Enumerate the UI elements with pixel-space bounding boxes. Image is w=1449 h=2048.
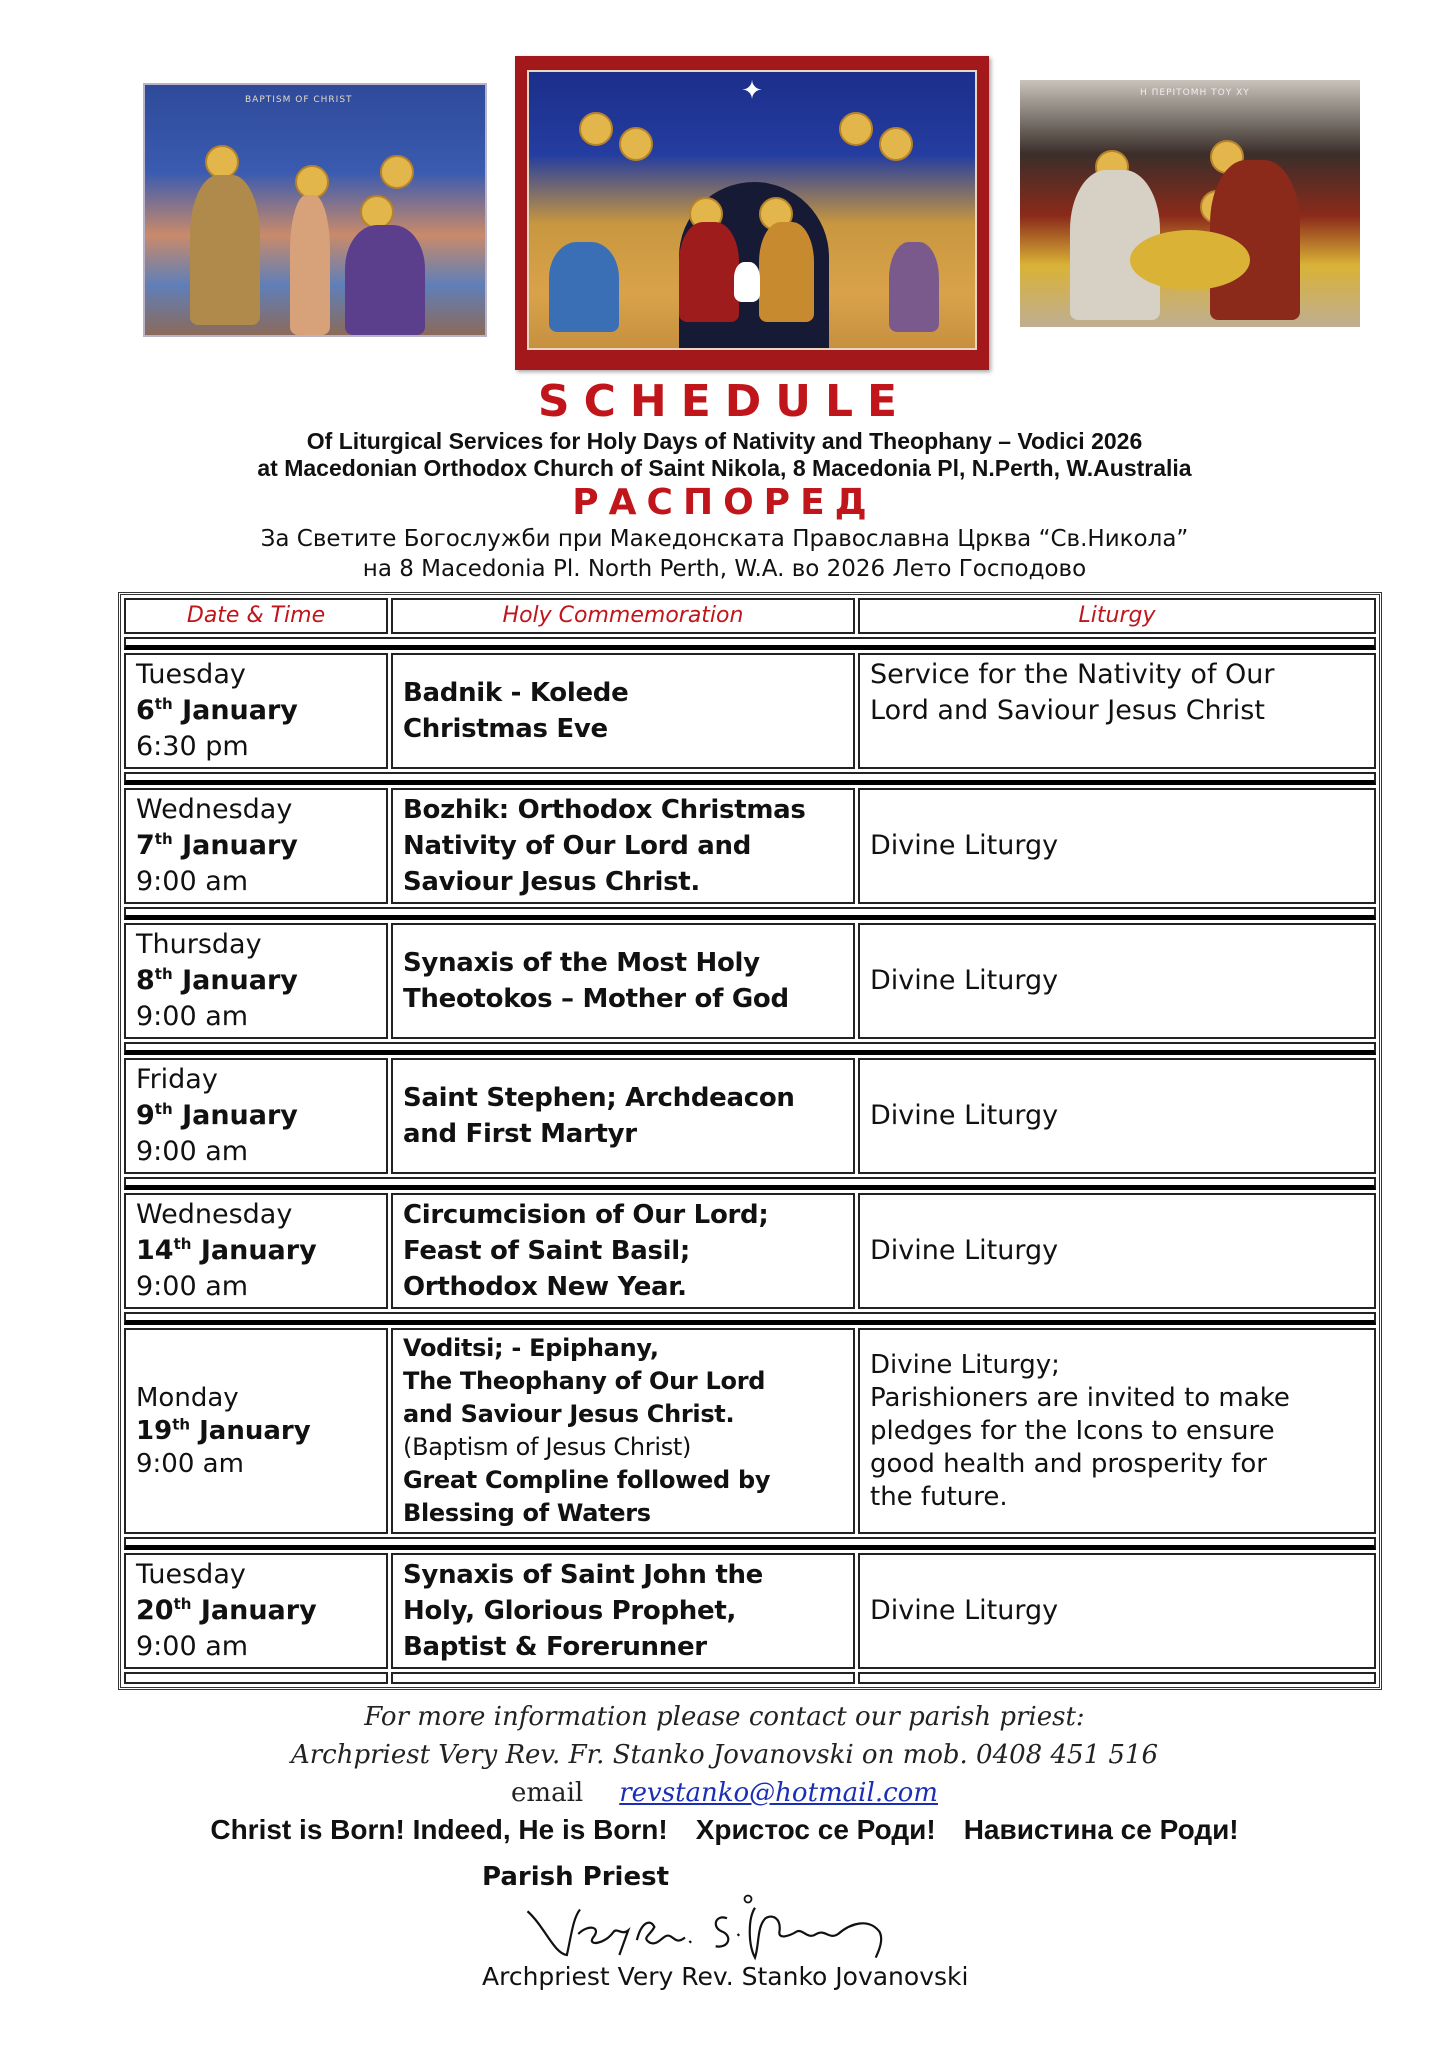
commemoration-line: Circumcision of Our Lord; bbox=[403, 1200, 769, 1230]
day-number: 19 bbox=[136, 1415, 173, 1446]
liturgy-line: the future. bbox=[870, 1481, 1008, 1512]
commemoration-cell bbox=[391, 1553, 855, 1669]
commemoration-extra-line: Great Compline followed by bbox=[403, 1466, 771, 1494]
schedule-title: SCHEDULE bbox=[537, 376, 912, 427]
commemoration-line: Christmas Eve bbox=[403, 714, 608, 744]
commemoration-cell bbox=[391, 788, 855, 904]
macedonian-subtitle-line-2: на 8 Macedonia Pl. North Perth, W.A. во 2026 Лето Господово bbox=[362, 556, 1087, 582]
liturgy-line: good health and prosperity for bbox=[870, 1448, 1267, 1479]
liturgy-line: Divine Liturgy bbox=[870, 830, 1059, 861]
month: January bbox=[200, 1595, 317, 1626]
signature-title: Parish Priest bbox=[482, 1862, 670, 1892]
commemoration-line: Bozhik: Orthodox Christmas bbox=[403, 795, 806, 825]
baptism-icon-caption: BAPTISM OF CHRIST bbox=[245, 95, 353, 105]
schedule-table bbox=[118, 592, 1382, 1690]
table-row bbox=[124, 1058, 1376, 1174]
commemoration-cell bbox=[391, 1328, 855, 1534]
end-cell bbox=[124, 1672, 388, 1684]
commemoration-line: Saviour Jesus Christ. bbox=[403, 867, 701, 897]
time: 9:00 am bbox=[136, 1136, 249, 1167]
weekday: Wednesday bbox=[136, 794, 293, 825]
commemoration-line: The Theophany of Our Lord bbox=[403, 1367, 766, 1395]
date-time-cell bbox=[124, 1058, 388, 1174]
commemoration-line: Theotokos – Mother of God bbox=[403, 984, 789, 1014]
end-cell bbox=[858, 1672, 1376, 1684]
date bbox=[136, 963, 376, 999]
email-line bbox=[0, 1774, 1449, 1812]
table-row bbox=[124, 1553, 1376, 1669]
table-row bbox=[124, 1328, 1376, 1534]
liturgy-cell bbox=[858, 1553, 1376, 1669]
row-separator bbox=[124, 1312, 1376, 1325]
liturgy-line: Divine Liturgy bbox=[870, 1235, 1059, 1266]
commemoration-line: Orthodox New Year. bbox=[403, 1272, 687, 1302]
greeting-macedonian-1: Христос се Роди! bbox=[695, 1814, 936, 1845]
commemoration-line: Synaxis of Saint John the bbox=[403, 1560, 764, 1590]
priest-contact-line: Archpriest Very Rev. Fr. Stanko Jovanovski on mob. 0408 451 516 bbox=[290, 1740, 1159, 1770]
separator-cell bbox=[124, 637, 1376, 650]
signature-image bbox=[490, 1892, 950, 1962]
table-row bbox=[124, 653, 1376, 769]
subtitle-line-1: Of Liturgical Services for Holy Days of Nativity and Theophany – Vodici 2026 bbox=[306, 428, 1143, 454]
greeting-line bbox=[0, 1812, 1449, 1848]
table-header-row bbox=[124, 598, 1376, 634]
row-separator bbox=[124, 1177, 1376, 1190]
separator-cell bbox=[124, 1177, 1376, 1190]
day-number: 6 bbox=[136, 695, 155, 726]
row-separator bbox=[124, 1042, 1376, 1055]
separator-cell bbox=[124, 907, 1376, 920]
table-row bbox=[124, 788, 1376, 904]
weekday: Friday bbox=[136, 1064, 218, 1095]
liturgy-line: Divine Liturgy bbox=[870, 1100, 1059, 1131]
table-row bbox=[124, 1193, 1376, 1309]
row-separator bbox=[124, 637, 1376, 650]
footer bbox=[0, 1698, 1449, 1848]
weekday: Monday bbox=[136, 1382, 239, 1413]
commemoration-line: Synaxis of the Most Holy bbox=[403, 948, 760, 978]
day-number: 9 bbox=[136, 1100, 155, 1131]
commemoration-line: Feast of Saint Basil; bbox=[403, 1236, 691, 1266]
date-time-cell bbox=[124, 653, 388, 769]
header-block bbox=[0, 376, 1449, 584]
header-date-time: Date & Time bbox=[124, 598, 388, 634]
raspored-title: РАСПОРЕД bbox=[572, 482, 877, 523]
date-time-cell bbox=[124, 1328, 388, 1534]
separator-cell bbox=[124, 1042, 1376, 1055]
month: January bbox=[182, 830, 298, 861]
contact-info-line: For more information please contact our parish priest: bbox=[364, 1702, 1085, 1732]
date bbox=[136, 1593, 376, 1629]
liturgy-line: Parishioners are invited to make bbox=[870, 1382, 1290, 1413]
date-time-cell bbox=[124, 1193, 388, 1309]
day-suffix: th bbox=[154, 830, 173, 848]
liturgy-cell bbox=[858, 788, 1376, 904]
macedonian-subtitle-line-1: За Светите Богослужби при Македонската Православна Црква “Св.Никола” bbox=[260, 526, 1189, 552]
liturgy-cell bbox=[858, 1193, 1376, 1309]
email-label: email bbox=[511, 1778, 584, 1808]
liturgy-cell bbox=[858, 653, 1376, 769]
date-time-cell bbox=[124, 788, 388, 904]
day-suffix: th bbox=[173, 1595, 192, 1613]
table-row bbox=[124, 923, 1376, 1039]
header-holy-commemoration: Holy Commemoration bbox=[391, 598, 855, 634]
liturgy-line: Divine Liturgy; bbox=[870, 1349, 1060, 1380]
separator-cell bbox=[124, 1537, 1376, 1550]
time: 9:00 am bbox=[136, 1001, 249, 1032]
month: January bbox=[200, 1235, 317, 1266]
time: 9:00 am bbox=[136, 1271, 249, 1302]
commemoration-line: Saint Stephen; Archdeacon bbox=[403, 1083, 795, 1113]
day-number: 14 bbox=[136, 1235, 174, 1266]
liturgy-line: Service for the Nativity of Our bbox=[870, 659, 1275, 690]
time: 9:00 am bbox=[136, 1631, 249, 1662]
date bbox=[136, 693, 376, 729]
signature-name: Archpriest Very Rev. Stanko Jovanovski bbox=[482, 1962, 969, 1991]
day-number: 20 bbox=[136, 1595, 174, 1626]
commemoration-cell bbox=[391, 1193, 855, 1309]
commemoration-line: Nativity of Our Lord and bbox=[403, 831, 752, 861]
weekday: Wednesday bbox=[136, 1199, 293, 1230]
circumcision-icon-image bbox=[1020, 80, 1360, 327]
separator-cell bbox=[124, 772, 1376, 785]
commemoration-extra-line: Blessing of Waters bbox=[403, 1499, 651, 1527]
separator-cell bbox=[124, 1312, 1376, 1325]
weekday: Tuesday bbox=[136, 1559, 246, 1590]
liturgy-cell bbox=[858, 923, 1376, 1039]
day-suffix: th bbox=[154, 965, 173, 983]
commemoration-line: Holy, Glorious Prophet, bbox=[403, 1596, 737, 1626]
liturgy-line: Divine Liturgy bbox=[870, 965, 1059, 996]
commemoration-note: (Baptism of Jesus Christ) bbox=[403, 1433, 692, 1461]
date-time-cell bbox=[124, 1553, 388, 1669]
greeting-macedonian-2: Навистина се Роди! bbox=[963, 1814, 1239, 1845]
commemoration-line: Badnik - Kolede bbox=[403, 678, 629, 708]
baptism-icon-image bbox=[143, 83, 487, 337]
email-link[interactable]: revstanko@hotmail.com bbox=[619, 1778, 938, 1808]
time: 9:00 am bbox=[136, 866, 249, 897]
day-suffix: th bbox=[154, 695, 173, 713]
day-suffix: th bbox=[173, 1235, 192, 1253]
day-suffix: th bbox=[172, 1414, 191, 1433]
time: 9:00 am bbox=[136, 1448, 244, 1479]
liturgy-cell bbox=[858, 1328, 1376, 1534]
nativity-icon-image bbox=[515, 56, 989, 370]
row-separator bbox=[124, 772, 1376, 785]
row-separator bbox=[124, 907, 1376, 920]
table-end-row bbox=[124, 1672, 1376, 1684]
commemoration-line: and First Martyr bbox=[403, 1119, 637, 1149]
month: January bbox=[182, 965, 298, 996]
signature-block bbox=[482, 1862, 1002, 1992]
month: January bbox=[182, 695, 298, 726]
liturgy-line: Lord and Saviour Jesus Christ bbox=[870, 695, 1265, 726]
liturgy-line: Divine Liturgy bbox=[870, 1595, 1059, 1626]
date bbox=[136, 1233, 376, 1269]
subtitle-line-2: at Macedonian Orthodox Church of Saint Nikola, 8 Macedonia Pl, N.Perth, W.Australia bbox=[257, 455, 1192, 481]
commemoration-cell bbox=[391, 653, 855, 769]
greeting-english: Christ is Born! Indeed, He is Born! bbox=[210, 1814, 668, 1845]
time: 6:30 pm bbox=[136, 731, 249, 762]
star-icon: ✦ bbox=[741, 76, 763, 106]
weekday: Thursday bbox=[136, 929, 262, 960]
end-cell bbox=[391, 1672, 855, 1684]
circumcision-icon-caption: Η ΠΕΡΙΤΟΜΗ ΤΟΥ ΧΥ bbox=[1140, 88, 1250, 98]
month: January bbox=[199, 1415, 311, 1446]
header-liturgy: Liturgy bbox=[858, 598, 1376, 634]
date bbox=[136, 1415, 376, 1448]
weekday: Tuesday bbox=[136, 659, 246, 690]
commemoration-cell bbox=[391, 1058, 855, 1174]
header-images bbox=[0, 0, 1449, 372]
commemoration-line: Baptist & Forerunner bbox=[403, 1632, 707, 1662]
liturgy-cell bbox=[858, 1058, 1376, 1174]
commemoration-line: Voditsi; - Epiphany, bbox=[403, 1334, 659, 1362]
day-number: 7 bbox=[136, 830, 155, 861]
row-separator bbox=[124, 1537, 1376, 1550]
commemoration-cell bbox=[391, 923, 855, 1039]
date bbox=[136, 828, 376, 864]
day-number: 8 bbox=[136, 965, 155, 996]
day-suffix: th bbox=[154, 1100, 173, 1118]
liturgy-line: pledges for the Icons to ensure bbox=[870, 1415, 1275, 1446]
commemoration-line: and Saviour Jesus Christ. bbox=[403, 1400, 735, 1428]
month: January bbox=[182, 1100, 298, 1131]
date-time-cell bbox=[124, 923, 388, 1039]
date bbox=[136, 1098, 376, 1134]
